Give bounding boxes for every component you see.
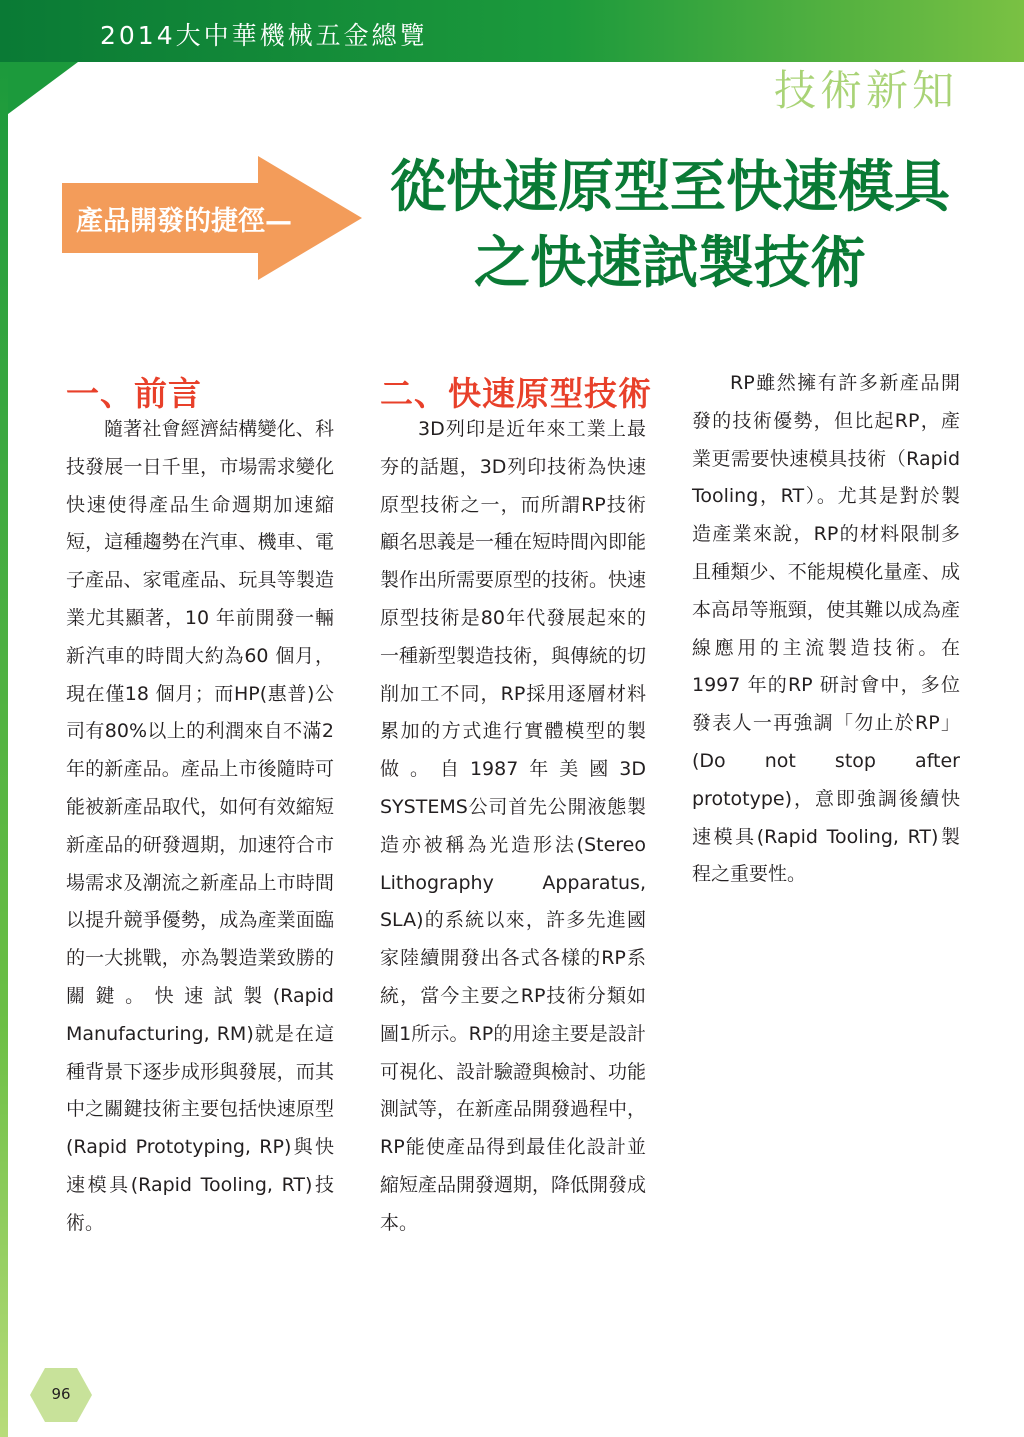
page-number: 96 xyxy=(51,1385,71,1403)
rp-heading: 二、快速原型技術 xyxy=(380,374,652,413)
rp-continued-paragraph: RP雖然擁有許多新產品開發的技術優勢，但比起RP，產業更需要快速模具技術（Rapid Tooling，RT）。尤其是對於製造產業來說，RP的材料限制多且種類少、不能規模化量產、成本高昂等瓶頸，使其難以成為產線應用的主流製造技術。在 1997 年的RP 研討會中，多位發表人一再強調「勿止於RP」(Do not stop after prototype)，意即強調後續快速模具(Rapid Tooling, RT)製程之重要性。 xyxy=(692,372,960,886)
header-corner-decoration xyxy=(0,62,78,120)
section-label: 技術新知 xyxy=(773,66,958,115)
rp-paragraph: 3D列印是近年來工業上最夯的話題，3D列印技術為快速原型技術之一，而所謂RP技術顧名思義是一種在短時間內即能製作出所需要原型的技術。快速原型技術是80年代發展起來的一種新型製造技術，與傳統的切削加工不同，RP採用逐層材料累加的方式進行實體模型的製做。自1987年美國3D SYSTEMS公司首先公開液態製造亦被稱為光造形法(Stereo Lithography Apparatus, SLA)的系統以來，許多先進國家陸續開發出各式各樣的RP系統，當今主要之RP技術分類如圖1所示。RP的用途主要是設計可視化、設計驗證與檢討、功能測試等，在新產品開發過程中，RP能使產品得到最佳化設計並縮短產品開發週期，降低開發成本。 xyxy=(380,418,647,1234)
intro-paragraph: 隨著社會經濟結構變化、科技發展一日千里，市場需求變化快速使得產品生命週期加速縮短，這種趨勢在汽車、機車、電子產品、家電產品、玩具等製造業尤其顯著，10 年前開發一輛新汽車的時間大約為60 個月，現在僅18 個月；而HP(惠普)公司有80%以上的利潤來自不滿2年的新產品。產品上市後隨時可能被新產品取代，如何有效縮短新產品的研發週期，加速符合市場需求及潮流之新產品上市時間以提升競爭優勢，成為產業面臨的一大挑戰，亦為製造業致勝的關鍵。快速試製(Rapid Manufacturing, RM)就是在這種背景下逐步成形與發展，而其中之關鍵技術主要包括快速原型(Rapid Prototyping, RP)與快速模具(Rapid Tooling, RT)技術。 xyxy=(66,418,334,1234)
left-edge-bar xyxy=(0,62,8,1437)
intro-column xyxy=(66,411,334,1243)
intro-heading: 一、前言 xyxy=(66,374,202,413)
article-tag: 產品開發的捷徑— xyxy=(76,206,292,237)
rp-continued-column xyxy=(692,365,960,894)
rp-column xyxy=(380,411,646,1243)
publication-title: 2014大中華機械五金總覽 xyxy=(100,21,428,50)
title-line-2: 之快速試製技術 xyxy=(474,231,866,296)
article-title xyxy=(360,150,980,302)
title-line-1: 從快速原型至快速模具 xyxy=(390,155,950,220)
